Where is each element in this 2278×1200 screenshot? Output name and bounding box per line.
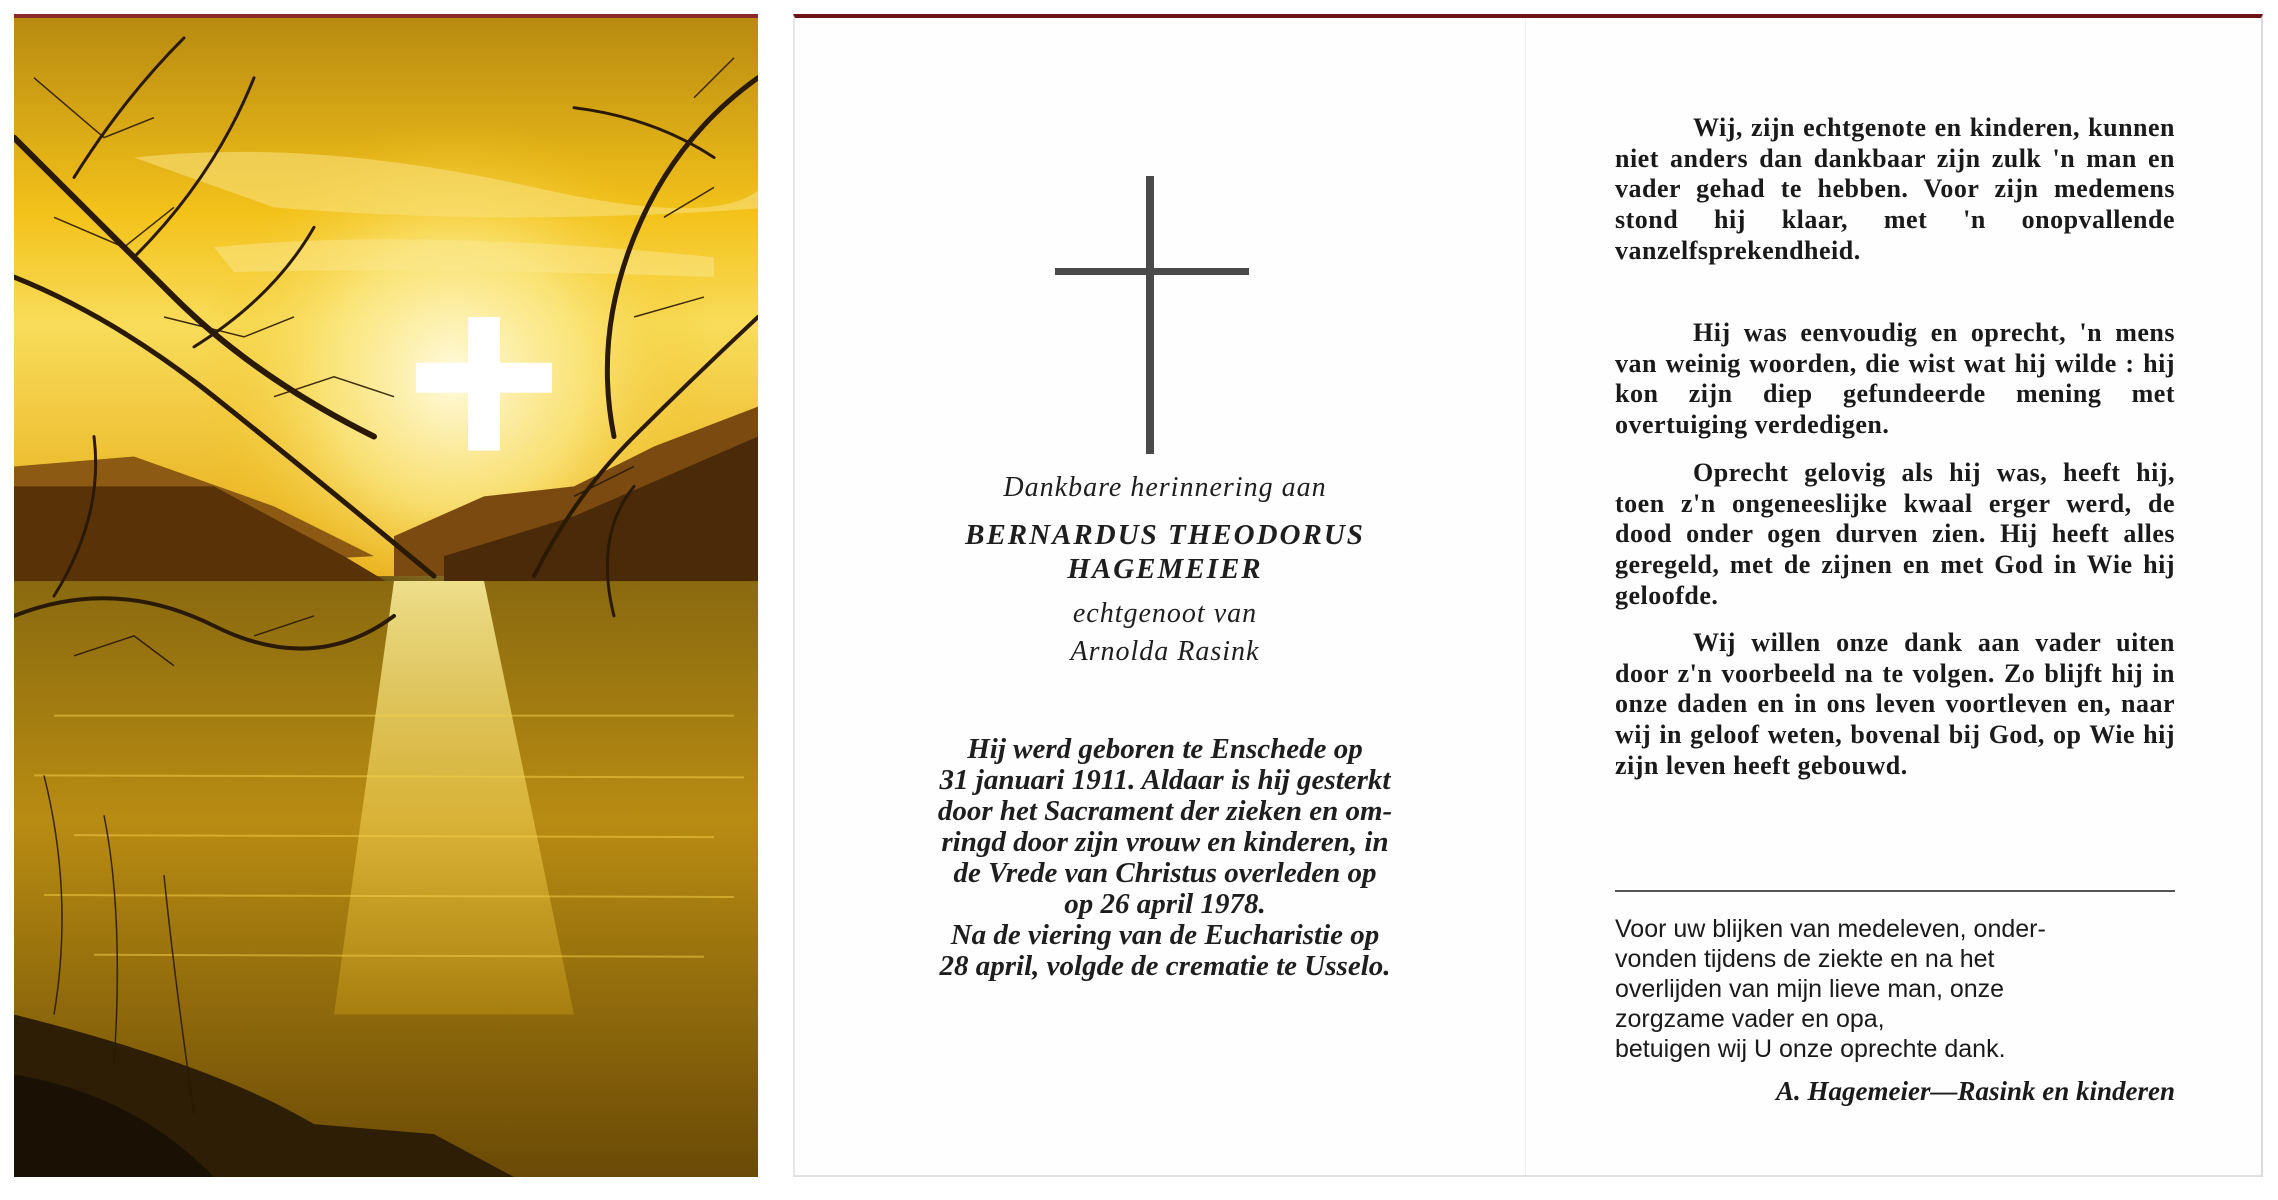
- memorial-photo: [14, 14, 758, 1177]
- card-fold: [1525, 18, 1526, 1175]
- bio-line: op 26 april 1978.: [1064, 888, 1266, 920]
- bio-line: door het Sacrament der zieken en om-: [937, 795, 1393, 827]
- reflection-paragraph-4: Wij willen onze dank aan vader uiten door z'n voorbeeld na te volgen. Zo blijft hij in onze daden en in ons leven voortleven en, naar wij in geloof weten, bovenal bij God, op Wie hij zijn leven heeft gebouwd.: [1615, 628, 2175, 780]
- spouse-name: Arnolda Rasink: [1070, 636, 1260, 667]
- cross-icon: [1055, 176, 1249, 454]
- thanks-line: overlijden van mijn lieve man, onze: [1615, 975, 2005, 1003]
- divider-line: [1615, 890, 2175, 892]
- thanks-line: betuigen wij U onze oprechte dank.: [1615, 1035, 2006, 1063]
- funeral-line: Na de viering van de Eucharistie op: [950, 919, 1380, 951]
- bio-line: 31 januari 1911. Aldaar is hij gesterkt: [939, 764, 1391, 796]
- memorial-card: [793, 14, 2263, 1177]
- name-line-2: HAGEMEIER: [1067, 553, 1263, 585]
- bio-line: ringd door zijn vrouw en kinderen, in: [941, 826, 1389, 858]
- reflection-paragraph-3: Oprecht gelovig als hij was, heeft hij, toen z'n ongeneeslijke kwaal erger werd, de dood onder ogen durven zien. Hij heeft alles geregeld, met de zijnen en met God in Wie hij geloofde.: [1615, 458, 2175, 610]
- funeral-info: [825, 920, 1505, 982]
- biography: [825, 734, 1505, 920]
- reflection-paragraph-1: Wij, zijn echtgenote en kinderen, kunnen niet anders dan dankbaar zijn zulk 'n man en vader gehad te hebben. Voor zijn medemens stond hij klaar, met 'n onopvallende vanzelfsprekendheid.: [1615, 113, 2175, 265]
- bio-line: de Vrede van Christus overleden op: [953, 857, 1377, 889]
- signature: A. Hagemeier—Rasink en kinderen: [1775, 1076, 2175, 1106]
- name-line-1: BERNARDUS THEODORUS: [965, 519, 1365, 551]
- deceased-name: [825, 518, 1505, 586]
- spouse-label: echtgenoot van: [1072, 598, 1258, 629]
- reflection-paragraph-2: Hij was eenvoudig en oprecht, 'n mens van weinig woorden, die wist wat hij wilde : hij kon zijn diep gefundeerde mening met overtuiging verdedigen.: [1615, 318, 2175, 440]
- sunset-lake-image: [14, 18, 758, 1177]
- thanks-line: Voor uw blijken van medeleven, onder-: [1615, 915, 2046, 943]
- thanks-message: [1615, 914, 2175, 1064]
- funeral-line: 28 april, volgde de crematie te Usselo.: [939, 950, 1391, 982]
- thanks-line: vonden tijdens de ziekte en na het: [1615, 945, 1995, 973]
- intro-line: Dankbare herinnering aan: [1003, 472, 1327, 503]
- thanks-line: zorgzame vader en opa,: [1615, 1005, 1885, 1033]
- bio-line: Hij werd geboren te Enschede op: [967, 733, 1363, 765]
